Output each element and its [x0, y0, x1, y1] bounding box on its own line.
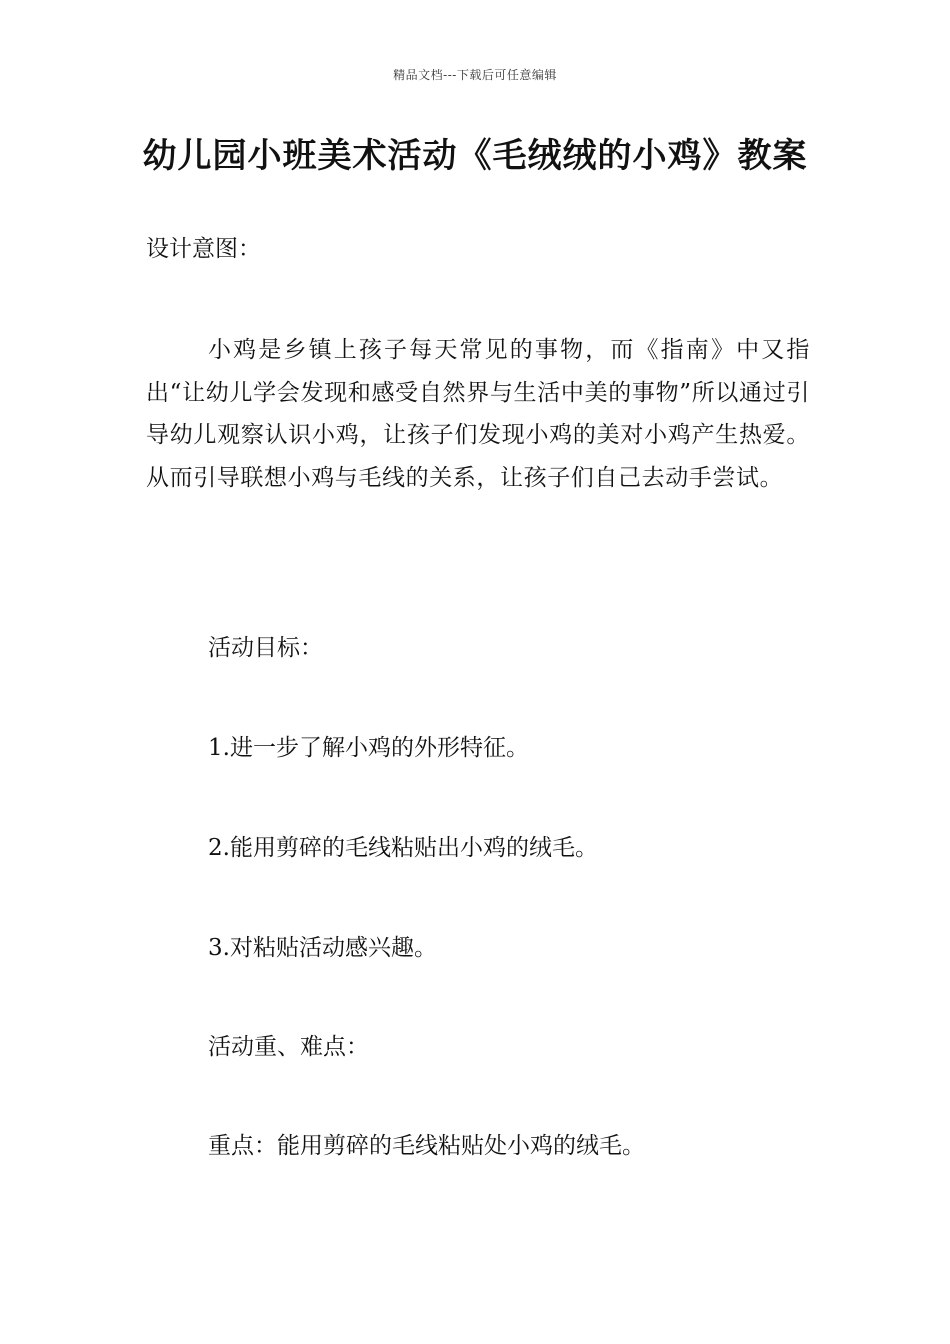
goal-item: 3.对粘贴活动感兴趣。: [208, 935, 437, 961]
document-title: 幼儿园小班美术活动《毛绒绒的小鸡》教案: [142, 136, 808, 176]
page-header-note: 精品文档---下载后可任意编辑: [393, 68, 557, 82]
design-intent-label: 设计意图：: [146, 236, 261, 262]
keypoints-label: 活动重、难点：: [208, 1034, 369, 1060]
keypoint-item: 重点：能用剪碎的毛线粘贴处小鸡的绒毛。: [208, 1133, 645, 1159]
design-intent-paragraph: 小鸡是乡镇上孩子每天常见的事物，而《指南》中又指出“让幼儿学会发现和感受自然界与生活中美的事物”所以通过引导幼儿观察认识小鸡，让孩子们发现小鸡的美对小鸡产生热爱。从而引导联想小鸡与毛线的关系，让孩子们自己去动手尝试。: [146, 337, 810, 491]
goals-label: 活动目标：: [208, 635, 323, 661]
goal-item: 1.进一步了解小鸡的外形特征。: [208, 735, 529, 761]
goal-item: 2.能用剪碎的毛线粘贴出小鸡的绒毛。: [208, 835, 598, 861]
